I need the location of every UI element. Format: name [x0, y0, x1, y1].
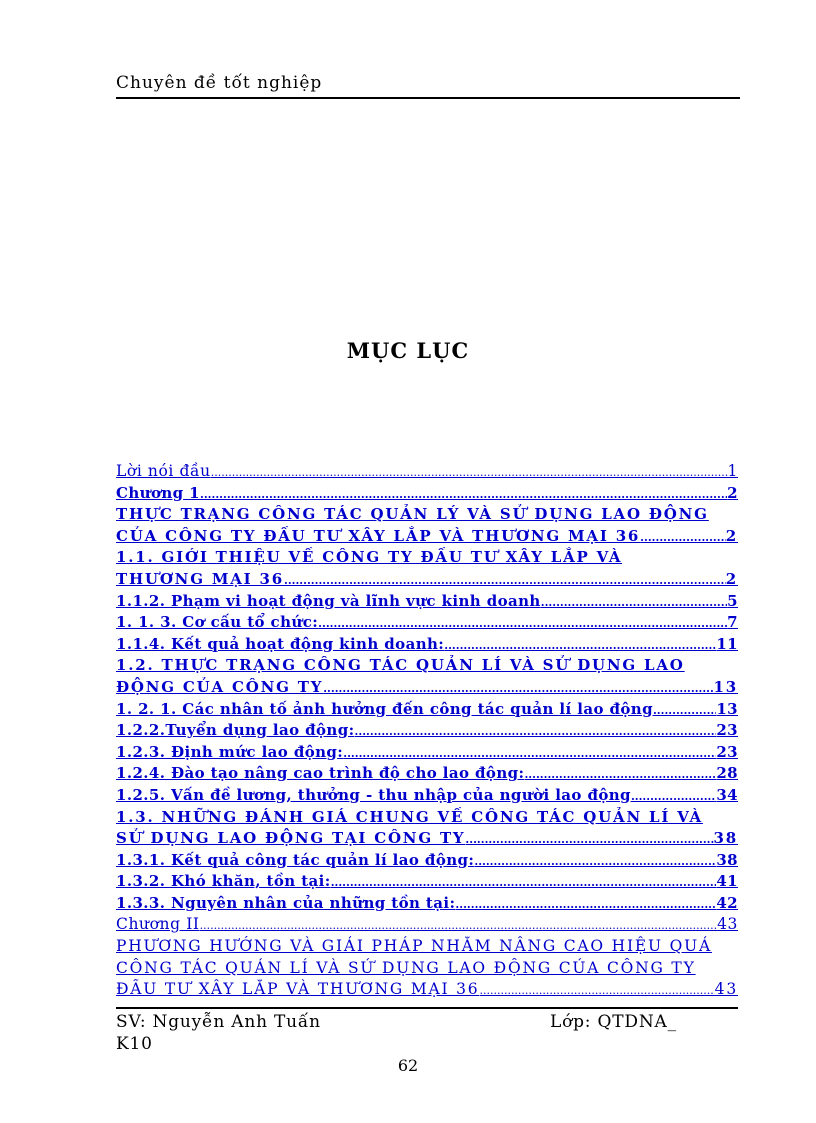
toc-leader-dots	[640, 526, 726, 548]
toc-entry-text: 1. 2. 1. Các nhân tố ảnh hưởng đến công tác quản lí lao động	[116, 699, 653, 718]
page-title: MỤC LỤC	[346, 338, 470, 363]
toc-entry-text: ĐỘNG CỦA CÔNG TY	[116, 677, 324, 696]
toc-entry-text: 1.2.4. Đào tạo nâng cao trình độ cho lao động:	[116, 764, 525, 783]
toc-entry-text: 1.3.1. Kết quả công tác quản lí lao động:	[116, 850, 475, 869]
footer-student: SV: Nguyễn Anh Tuấn	[116, 1012, 321, 1032]
toc-entry[interactable]	[116, 785, 738, 807]
toc-leader-dots	[465, 828, 713, 850]
toc-leader-dots	[284, 569, 726, 591]
toc-entry-page: 42	[716, 893, 738, 912]
toc-entry[interactable]	[116, 742, 738, 764]
toc-leader-dots	[474, 850, 716, 872]
toc-entry[interactable]	[116, 461, 738, 483]
toc-leader-dots	[631, 785, 716, 807]
toc-entry-page: 43	[717, 915, 738, 934]
toc-entry[interactable]	[116, 526, 738, 548]
toc-entry[interactable]	[116, 871, 738, 893]
toc-entry-page: 23	[716, 721, 738, 740]
toc-leader-dots	[479, 979, 714, 1001]
toc-leader-dots	[200, 483, 727, 505]
toc-entry[interactable]	[116, 677, 738, 699]
toc-entry-page: 1	[727, 462, 738, 480]
toc-entry[interactable]	[116, 547, 738, 569]
toc-entry-text: 1.1.4. Kết quả hoạt động kinh doanh:	[116, 634, 445, 653]
toc-entry-page: 2	[725, 569, 738, 588]
toc-entry[interactable]	[116, 936, 738, 958]
toc-entry[interactable]	[116, 893, 738, 915]
toc-entry-page: 28	[716, 764, 738, 783]
toc-entry-page: 5	[727, 591, 738, 610]
toc-leader-dots	[541, 591, 727, 613]
toc-entry[interactable]	[116, 807, 738, 829]
toc-entry[interactable]	[116, 634, 738, 656]
toc-leader-dots	[343, 742, 716, 764]
toc-entry[interactable]	[116, 958, 738, 980]
toc-entry[interactable]	[116, 720, 738, 742]
toc-entry-text: Chương 1	[116, 483, 201, 502]
toc-entry-text: 1.2. THỰC TRẠNG CÔNG TÁC QUẢN LÍ VÀ SỬ DỤNG LAO	[116, 656, 685, 675]
toc-leader-dots	[455, 893, 716, 915]
toc-entry-text: CÔNG TÁC QUẢN LÍ VÀ SỬ DỤNG LAO ĐỘNG CỦA CÔNG TY	[116, 958, 696, 977]
toc-entry-page: 11	[716, 634, 738, 653]
toc-entry-text: Chương II	[116, 915, 200, 934]
toc-entry[interactable]	[116, 569, 738, 591]
toc-entry-text: PHƯƠNG HƯỚNG VÀ GIẢI PHÁP NHẰM NÂNG CAO HIỆU QUẢ	[116, 937, 712, 956]
toc-entry[interactable]	[116, 850, 738, 872]
toc-entry-text: 1.2.5. Vấn đề lương, thưởng - thu nhập của người lao động	[116, 785, 631, 804]
toc-entry-text: CỦA CÔNG TY ĐẦU TƯ XÂY LẮP VÀ THƯƠNG MẠI 36	[116, 526, 641, 545]
toc-entry-page: 13	[713, 677, 738, 696]
toc-entry[interactable]	[116, 979, 738, 1001]
toc-entry[interactable]	[116, 914, 738, 936]
toc-entry-text: 1.3. NHỮNG ĐÁNH GIÁ CHUNG VỀ CÔNG TÁC QUẢN LÍ VÀ	[116, 807, 703, 826]
toc-leader-dots	[318, 612, 727, 634]
toc-leader-dots	[323, 677, 713, 699]
toc-entry-page: 34	[716, 785, 738, 804]
toc-entry-page: 13	[716, 699, 738, 718]
toc-entry-page: 2	[727, 483, 738, 502]
toc-entry-text: 1.2.2.Tuyển dụng lao động:	[116, 721, 355, 740]
toc-leader-dots	[211, 461, 728, 483]
page-header	[116, 73, 740, 99]
toc-entry-text: 1.2.3. Định mức lao động:	[116, 742, 344, 761]
toc-entry-text: THỰC TRẠNG CÔNG TÁC QUẢN LÝ VÀ SỬ DỤNG LAO ĐỘNG	[116, 505, 709, 524]
toc-entry-page: 38	[713, 829, 738, 848]
toc-entry-page: 38	[716, 850, 738, 869]
toc-entry-text: SỬ DỤNG LAO ĐỘNG TẠI CÔNG TY	[116, 829, 466, 848]
toc-entry-page: 43	[714, 980, 738, 999]
toc-entry-text: THƯƠNG MẠI 36	[116, 569, 284, 588]
footer-class-cont: K10	[116, 1034, 153, 1054]
toc-entry[interactable]	[116, 483, 738, 505]
toc-entry-page: 2	[725, 526, 738, 545]
toc-entry[interactable]	[116, 763, 738, 785]
toc-entry[interactable]	[116, 504, 738, 526]
toc-entry-text: ĐẦU TƯ XÂY LẮP VÀ THƯƠNG MẠI 36	[116, 980, 480, 999]
toc-leader-dots	[355, 720, 717, 742]
toc-entry[interactable]	[116, 612, 738, 634]
toc-leader-dots	[524, 763, 716, 785]
toc-leader-dots	[444, 634, 716, 656]
footer-class: Lớp: QTDNA_	[550, 1012, 677, 1032]
table-of-contents	[116, 461, 738, 1001]
toc-entry-text: 1.1. GIỚI THIỆU VỀ CÔNG TY ĐẦU TƯ XÂY LẮP VÀ	[116, 548, 623, 567]
toc-leader-dots	[331, 871, 717, 893]
toc-entry-text: 1. 1. 3. Cơ cấu tổ chức:	[116, 613, 319, 632]
toc-entry-page: 7	[727, 613, 738, 632]
toc-entry-text: Lời nói đầu	[116, 462, 211, 480]
toc-entry[interactable]	[116, 591, 738, 613]
toc-leader-dots	[200, 914, 717, 936]
toc-entry[interactable]	[116, 655, 738, 677]
footer-divider	[116, 1007, 738, 1009]
toc-entry-page: 41	[716, 872, 738, 891]
toc-entry[interactable]	[116, 828, 738, 850]
page-number: 62	[397, 1056, 419, 1075]
toc-entry-text: 1.3.3. Nguyên nhân của những tồn tại:	[116, 893, 456, 912]
toc-entry-text: 1.3.2. Khó khăn, tồn tại:	[116, 872, 331, 891]
toc-entry-text: 1.1.2. Phạm vi hoạt động và lĩnh vực kinh doanh	[116, 591, 541, 610]
header-text: Chuyên đề tốt nghiệp	[116, 73, 323, 93]
toc-entry[interactable]	[116, 699, 738, 721]
toc-leader-dots	[653, 699, 716, 721]
toc-entry-page: 23	[716, 742, 738, 761]
